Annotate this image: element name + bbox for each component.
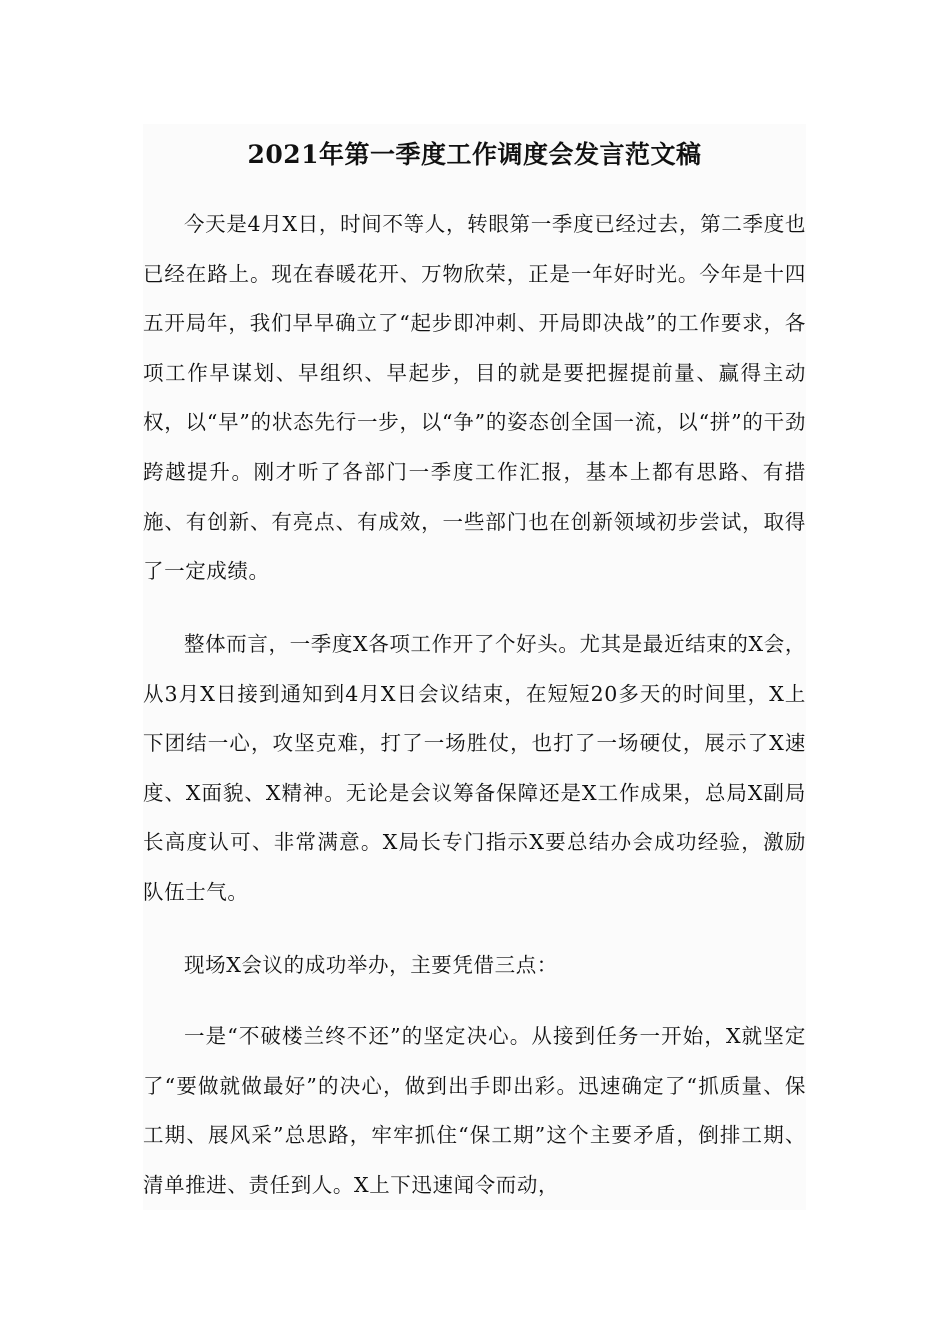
paragraph-three-points: 现场X会议的成功举办，主要凭借三点： [184,953,558,977]
paragraph-opening: 今天是4月X日，时间不等人，转眼第一季度已经过去，第二季度也已经在路上。现在春暖花开、万物欣荣，正是一年好时光。今年是十四五开局年，我们早早确立了“起步即冲刺、开局即决战”的工作要求，各项工作早谋划、早组织、早起步，目的就是要把握提前量、赢得主动权，以“早”的状态先行一步，以“争”的姿态创全国一流，以“拼”的干劲跨越提升。刚才听了各部门一季度工作汇报，基本上都有思路、有措施、有创新、有亮点、有成效，一些部门也在创新领域初步尝试，取得了一定成绩。 [143,212,806,584]
document-page [143,124,806,1210]
document-title: 2021年第一季度工作调度会发言范文稿 [247,140,702,169]
paragraph-point-one: 一是“不破楼兰终不还”的坚定决心。从接到任务一开始，X就坚定了“要做就做最好”的决心，做到出手即出彩。迅速确定了“抓质量、保工期、展风采”总思路，牢牢抓住“保工期”这个主要矛盾，倒排工期、清单推进、责任到人。X上下迅速闻令而动， [143,1024,806,1197]
paragraph-overview: 整体而言，一季度X各项工作开了个好头。尤其是最近结束的X会，从3月X日接到通知到4月X日会议结束，在短短20多天的时间里，X上下团结一心，攻坚克难，打了一场胜仗，也打了一场硬仗，展示了X速度、X面貌、X精神。无论是会议筹备保障还是X工作成果，总局X副局长高度认可、非常满意。X局长专门指示X要总结办会成功经验，激励队伍士气。 [143,632,806,904]
